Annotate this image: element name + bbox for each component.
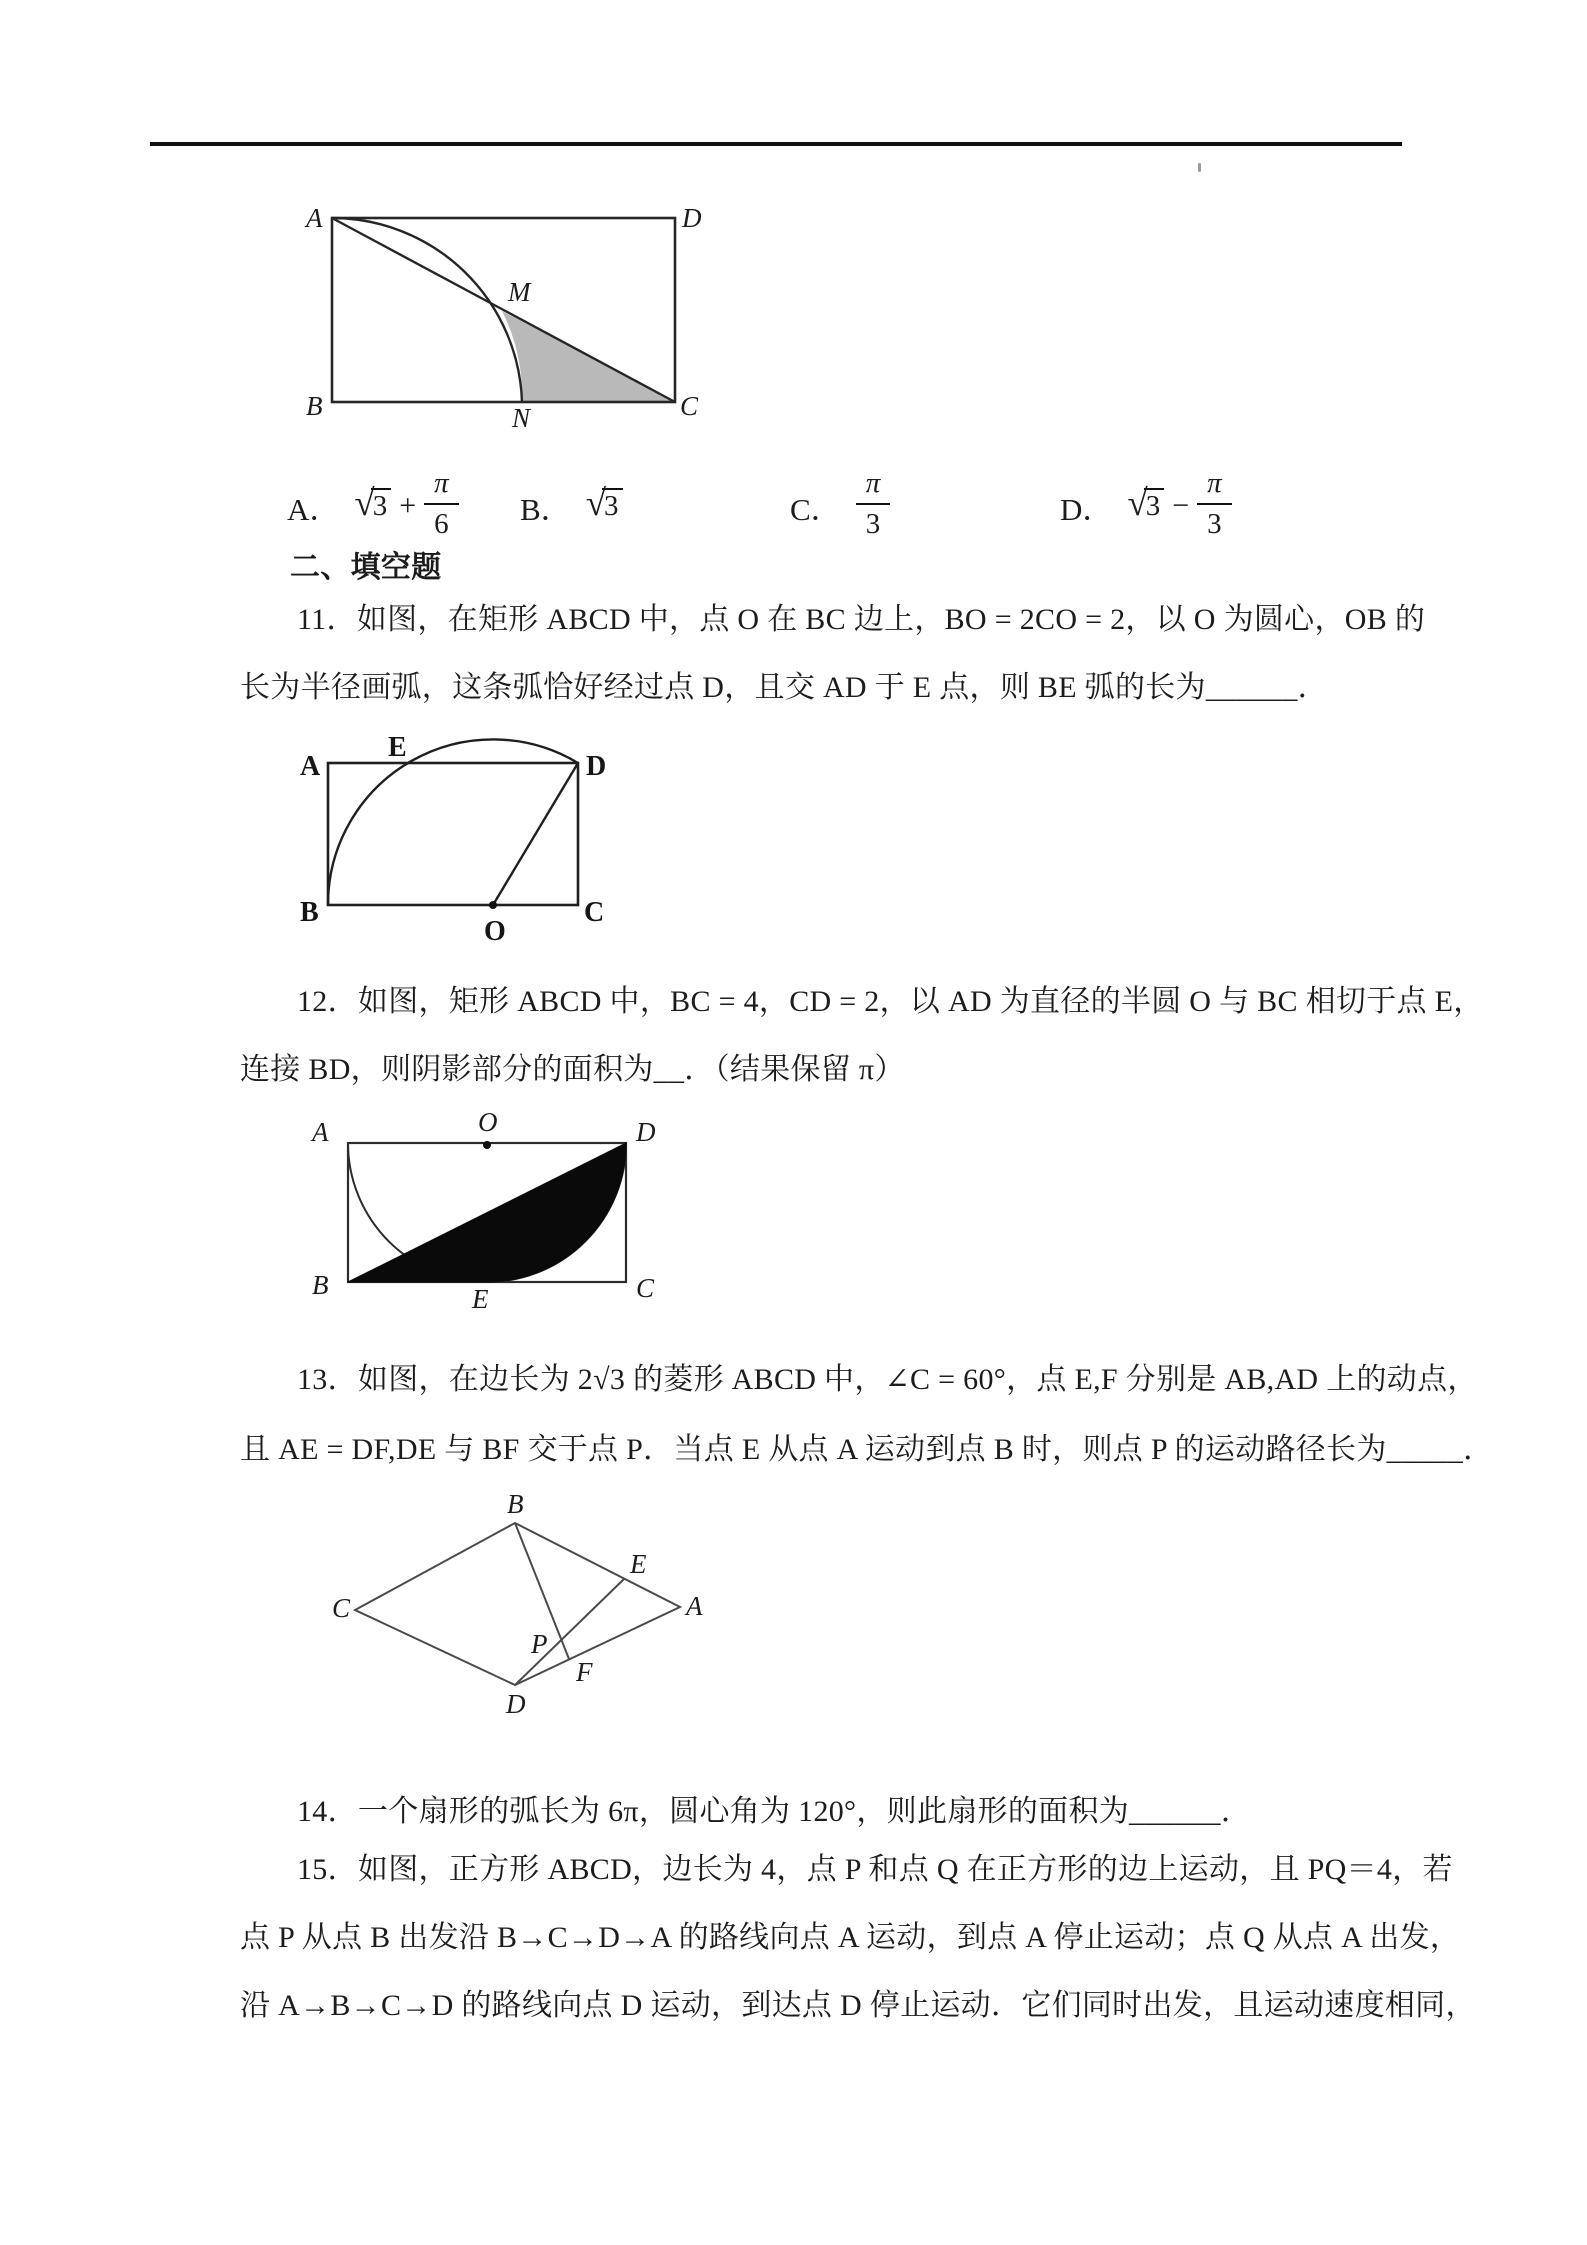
fig-q12-label-c: C [636,1273,655,1303]
fig-q13-label-c: C [332,1593,351,1623]
option-a-operator: + [399,489,417,522]
fig-q10-label-c: C [680,391,699,421]
q12-line1: 12．如图，矩形 ABCD 中，BC = 4，CD = 2，以 AD 为直径的半圆 O 与 BC 相切于点 E， [297,985,1484,1018]
fig-q12-label-o: O [478,1107,498,1137]
option-d-sqrt [1127,482,1164,525]
fig-q11-label-a: A [300,751,321,782]
fig-q11-rectangle [328,763,578,905]
fig-q11-point-o [489,901,497,909]
q11-line2: 长为半径画弧，这条弧恰好经过点 D，且交 AD 于 E 点，则 BE 弧的长为______． [240,671,1328,704]
q11-line1: 11．如图，在矩形 ABCD 中，点 O 在 BC 边上，BO = 2CO = 2，以 O 为圆心，OB 的 [297,603,1426,636]
q13-line1: 13．如图，在边长为 2√3 的菱形 ABCD 中，∠C = 60°，点 E,F 分别是 AB,AD 上的动点， [297,1363,1478,1396]
fig-q11-label-d: D [586,751,607,782]
option-a-sqrt [354,482,391,525]
q13-line2: 且 AE = DF,DE 与 BF 交于点 P．当点 E 从点 A 运动到点 B 时，则点 P 的运动路径长为_____． [240,1433,1494,1466]
option-b-sqrt [585,482,623,525]
fig-q11-label-b: B [300,897,319,928]
radicand: 3 [371,488,392,521]
fig-q10-label-n: N [512,403,531,433]
fig-q10-label-b: B [306,391,323,421]
fig-q10-label-a: A [306,203,323,233]
fig-q12-label-b: B [312,1270,329,1300]
fig-q11-segment-od [493,763,578,905]
fraction-numerator: π [856,467,891,505]
figure-q13 [330,1493,715,1763]
option-a [287,448,459,564]
fig-q13-label-e: E [630,1549,647,1579]
radicand: 3 [602,488,623,521]
fig-q12-label-a: A [312,1117,329,1147]
fraction-denominator: 3 [865,508,881,540]
fig-q13-label-b: B [507,1493,524,1519]
q12-line2: 连接 BD，则阴影部分的面积为__．（结果保留 π） [240,1053,905,1086]
radical-sign: √ [585,482,606,524]
q15-line1: 15．如图，正方形 ABCD，边长为 4，点 P 和点 Q 在正方形的边上运动，且 PQ＝4，若 [297,1853,1453,1886]
option-a-label: A． [287,491,341,527]
fig-q11-label-o: O [484,916,506,947]
fig-q10-label-m: M [508,277,531,307]
fig-q12-shaded-region [348,1143,626,1282]
radical-sign: √ [1127,482,1148,524]
figure-q10 [300,195,720,440]
fig-q13-label-a: A [686,1591,703,1621]
option-d-operator: − [1172,489,1190,522]
fig-q13-rhombus [355,1523,680,1685]
fig-q13-label-f: F [576,1657,593,1687]
fraction-numerator: π [1197,467,1232,505]
option-c-fraction [856,467,891,542]
fig-q11-label-e: E [388,732,407,763]
figure-q11 [288,722,628,962]
fraction-denominator: 3 [1207,508,1222,540]
option-d [1060,448,1232,564]
option-d-label: D． [1060,491,1114,527]
option-d-fraction [1197,467,1232,542]
fig-q12-label-e: E [472,1284,489,1310]
q15-line2: 点 P 从点 B 出发沿 B→C→D→A 的路线向点 A 运动，到点 A 停止运动；点 Q 从点 A 出发， [240,1921,1461,1954]
header-rule [150,142,1402,146]
option-a-fraction [424,467,459,542]
q14-line1: 14．一个扇形的弧长为 6π，圆心角为 120°，则此扇形的面积为______． [297,1795,1252,1828]
fraction-numerator: π [424,467,459,505]
stray-mark [1198,163,1201,172]
option-b [520,448,623,564]
fig-q11-label-c: C [584,897,605,928]
fig-q10-diagonal-ac [332,218,675,402]
fig-q13-label-p: P [531,1629,548,1659]
section-title: 二、填空题 [290,551,442,584]
figure-q12 [298,1095,683,1310]
radical-sign: √ [354,482,375,524]
fig-q12-label-d: D [636,1117,656,1147]
fig-q10-label-d: D [682,203,702,233]
fig-q10-arc [332,218,522,402]
radicand: 3 [1144,488,1165,521]
q15-line3: 沿 A→B→C→D 的路线向点 D 运动，到达点 D 停止运动．它们同时出发，且运动速度相同， [240,1989,1476,2022]
fig-q13-label-d: D [506,1689,526,1719]
option-c [790,448,890,564]
option-c-label: C． [790,491,842,527]
fraction-denominator: 6 [434,508,449,540]
fig-q12-point-o [483,1141,491,1149]
option-b-label: B． [520,491,572,527]
